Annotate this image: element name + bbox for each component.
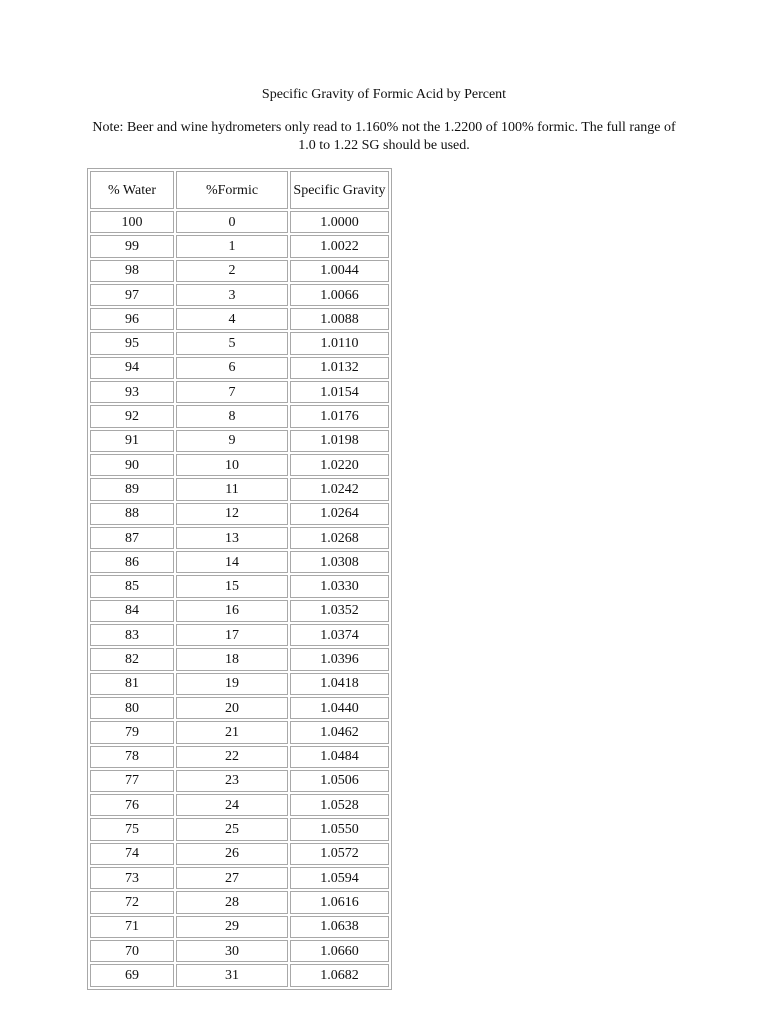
- table-header: [90, 171, 389, 209]
- cell-specific-gravity: 1.0264: [290, 503, 389, 525]
- table-row: [90, 381, 389, 403]
- cell-water-percent: 84: [90, 600, 174, 622]
- cell-formic-percent: 5: [176, 332, 288, 354]
- header-row: [90, 171, 389, 209]
- cell-water-percent: 71: [90, 916, 174, 938]
- cell-water-percent: 94: [90, 357, 174, 379]
- cell-specific-gravity: 1.0374: [290, 624, 389, 646]
- page-title: Specific Gravity of Formic Acid by Percent: [261, 87, 507, 102]
- cell-water-percent: 81: [90, 673, 174, 695]
- table-row: [90, 211, 389, 233]
- cell-formic-percent: 9: [176, 430, 288, 452]
- cell-water-percent: 92: [90, 405, 174, 427]
- cell-specific-gravity: 1.0638: [290, 916, 389, 938]
- cell-specific-gravity: 1.0220: [290, 454, 389, 476]
- cell-specific-gravity: 1.0462: [290, 721, 389, 743]
- cell-formic-percent: 15: [176, 575, 288, 597]
- table-row: [90, 867, 389, 889]
- cell-water-percent: 87: [90, 527, 174, 549]
- cell-water-percent: 99: [90, 235, 174, 257]
- table-row: [90, 551, 389, 573]
- cell-formic-percent: 28: [176, 891, 288, 913]
- cell-water-percent: 98: [90, 260, 174, 282]
- table-row: [90, 332, 389, 354]
- cell-water-percent: 89: [90, 478, 174, 500]
- table-row: [90, 478, 389, 500]
- cell-water-percent: 91: [90, 430, 174, 452]
- cell-specific-gravity: 1.0616: [290, 891, 389, 913]
- cell-water-percent: 78: [90, 746, 174, 768]
- table-row: [90, 794, 389, 816]
- cell-water-percent: 77: [90, 770, 174, 792]
- cell-formic-percent: 31: [176, 964, 288, 986]
- cell-specific-gravity: 1.0506: [290, 770, 389, 792]
- cell-formic-percent: 16: [176, 600, 288, 622]
- table-row: [90, 308, 389, 330]
- table-row: [90, 624, 389, 646]
- table-row: [90, 697, 389, 719]
- cell-formic-percent: 2: [176, 260, 288, 282]
- cell-specific-gravity: 1.0268: [290, 527, 389, 549]
- cell-specific-gravity: 1.0044: [290, 260, 389, 282]
- cell-water-percent: 97: [90, 284, 174, 306]
- cell-water-percent: 75: [90, 818, 174, 840]
- table-row: [90, 235, 389, 257]
- cell-specific-gravity: 1.0330: [290, 575, 389, 597]
- cell-specific-gravity: 1.0308: [290, 551, 389, 573]
- table-row: [90, 527, 389, 549]
- table-row: [90, 746, 389, 768]
- table-row: [90, 357, 389, 379]
- cell-water-percent: 74: [90, 843, 174, 865]
- cell-water-percent: 79: [90, 721, 174, 743]
- cell-formic-percent: 6: [176, 357, 288, 379]
- cell-water-percent: 86: [90, 551, 174, 573]
- cell-specific-gravity: 1.0660: [290, 940, 389, 962]
- cell-water-percent: 90: [90, 454, 174, 476]
- cell-formic-percent: 10: [176, 454, 288, 476]
- cell-specific-gravity: 1.0154: [290, 381, 389, 403]
- cell-specific-gravity: 1.0528: [290, 794, 389, 816]
- specific-gravity-table: [87, 168, 392, 990]
- cell-specific-gravity: 1.0000: [290, 211, 389, 233]
- cell-formic-percent: 30: [176, 940, 288, 962]
- cell-formic-percent: 3: [176, 284, 288, 306]
- cell-specific-gravity: 1.0572: [290, 843, 389, 865]
- table-row: [90, 284, 389, 306]
- cell-formic-percent: 22: [176, 746, 288, 768]
- cell-specific-gravity: 1.0440: [290, 697, 389, 719]
- cell-water-percent: 82: [90, 648, 174, 670]
- cell-formic-percent: 29: [176, 916, 288, 938]
- note-paragraph: Note: Beer and wine hydrometers only read to 1.160% not the 1.2200 of 100% formic. The full range of 1.0 to 1.22 SG should be used.: [92, 120, 676, 153]
- cell-formic-percent: 25: [176, 818, 288, 840]
- cell-specific-gravity: 1.0682: [290, 964, 389, 986]
- cell-formic-percent: 1: [176, 235, 288, 257]
- cell-water-percent: 76: [90, 794, 174, 816]
- cell-specific-gravity: 1.0242: [290, 478, 389, 500]
- cell-specific-gravity: 1.0132: [290, 357, 389, 379]
- cell-water-percent: 85: [90, 575, 174, 597]
- table-body: [90, 211, 389, 987]
- cell-specific-gravity: 1.0198: [290, 430, 389, 452]
- cell-formic-percent: 12: [176, 503, 288, 525]
- table-row: [90, 940, 389, 962]
- table-row: [90, 843, 389, 865]
- cell-specific-gravity: 1.0176: [290, 405, 389, 427]
- cell-formic-percent: 19: [176, 673, 288, 695]
- cell-formic-percent: 4: [176, 308, 288, 330]
- cell-formic-percent: 17: [176, 624, 288, 646]
- table-row: [90, 770, 389, 792]
- cell-formic-percent: 7: [176, 381, 288, 403]
- cell-water-percent: 80: [90, 697, 174, 719]
- table-row: [90, 575, 389, 597]
- cell-formic-percent: 13: [176, 527, 288, 549]
- cell-water-percent: 83: [90, 624, 174, 646]
- table-row: [90, 648, 389, 670]
- header-formic-percent: %Formic: [176, 171, 288, 209]
- cell-formic-percent: 23: [176, 770, 288, 792]
- table-row: [90, 454, 389, 476]
- cell-specific-gravity: 1.0594: [290, 867, 389, 889]
- table-row: [90, 818, 389, 840]
- cell-water-percent: 96: [90, 308, 174, 330]
- cell-specific-gravity: 1.0484: [290, 746, 389, 768]
- cell-formic-percent: 27: [176, 867, 288, 889]
- cell-formic-percent: 0: [176, 211, 288, 233]
- cell-specific-gravity: 1.0418: [290, 673, 389, 695]
- cell-water-percent: 88: [90, 503, 174, 525]
- cell-formic-percent: 11: [176, 478, 288, 500]
- table-row: [90, 964, 389, 986]
- cell-formic-percent: 24: [176, 794, 288, 816]
- header-specific-gravity: Specific Gravity: [290, 171, 389, 209]
- cell-water-percent: 70: [90, 940, 174, 962]
- table-row: [90, 891, 389, 913]
- cell-water-percent: 93: [90, 381, 174, 403]
- table-row: [90, 916, 389, 938]
- table-row: [90, 600, 389, 622]
- cell-water-percent: 100: [90, 211, 174, 233]
- table-row: [90, 503, 389, 525]
- cell-water-percent: 95: [90, 332, 174, 354]
- cell-specific-gravity: 1.0550: [290, 818, 389, 840]
- table-row: [90, 430, 389, 452]
- cell-formic-percent: 20: [176, 697, 288, 719]
- cell-water-percent: 69: [90, 964, 174, 986]
- cell-formic-percent: 14: [176, 551, 288, 573]
- cell-formic-percent: 26: [176, 843, 288, 865]
- cell-water-percent: 73: [90, 867, 174, 889]
- cell-formic-percent: 18: [176, 648, 288, 670]
- cell-formic-percent: 21: [176, 721, 288, 743]
- header-water-percent: % Water: [90, 171, 174, 209]
- table-row: [90, 721, 389, 743]
- cell-specific-gravity: 1.0110: [290, 332, 389, 354]
- cell-specific-gravity: 1.0022: [290, 235, 389, 257]
- cell-water-percent: 72: [90, 891, 174, 913]
- cell-specific-gravity: 1.0352: [290, 600, 389, 622]
- table-row: [90, 260, 389, 282]
- cell-specific-gravity: 1.0066: [290, 284, 389, 306]
- cell-specific-gravity: 1.0396: [290, 648, 389, 670]
- cell-formic-percent: 8: [176, 405, 288, 427]
- table-row: [90, 405, 389, 427]
- table-row: [90, 673, 389, 695]
- cell-specific-gravity: 1.0088: [290, 308, 389, 330]
